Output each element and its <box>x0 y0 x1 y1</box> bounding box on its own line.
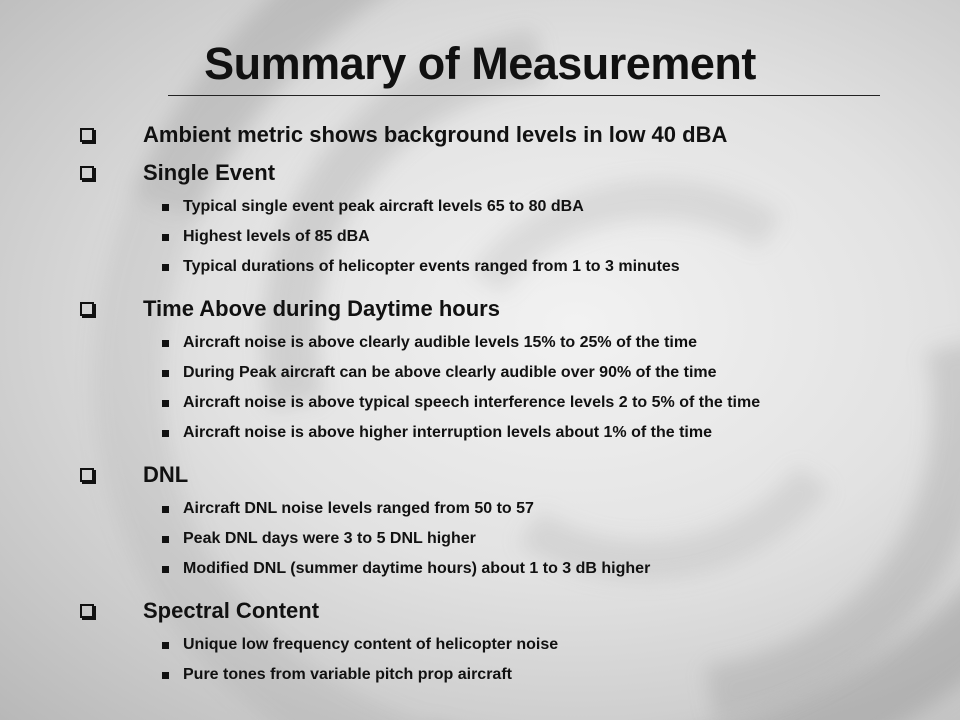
square-bullet-icon <box>162 566 169 573</box>
section-heading-text: DNL <box>143 462 189 487</box>
checkbox-bullet-icon <box>80 166 94 180</box>
sub-bullet <box>78 358 938 388</box>
sub-bullet <box>78 524 938 554</box>
section-heading-text: Time Above during Daytime hours <box>143 296 500 321</box>
section-heading-text: Ambient metric shows background levels in low 40 dBA <box>143 122 728 147</box>
section-heading <box>78 456 938 494</box>
section-heading-text: Single Event <box>143 160 276 185</box>
sub-bullet <box>78 222 938 252</box>
sub-bullet <box>78 192 938 222</box>
square-bullet-icon <box>162 340 169 347</box>
title-underline <box>168 95 880 96</box>
checkbox-bullet-icon <box>80 128 94 142</box>
sub-bullet <box>78 630 938 660</box>
sub-bullet-text: During Peak aircraft can be above clearly audible over 90% of the time <box>183 364 717 381</box>
sub-bullet <box>78 418 938 448</box>
checkbox-bullet-icon <box>80 604 94 618</box>
checkbox-bullet-icon <box>80 302 94 316</box>
square-bullet-icon <box>162 536 169 543</box>
square-bullet-icon <box>162 234 169 241</box>
sub-bullet-text: Modified DNL (summer daytime hours) about 1 to 3 dB higher <box>183 560 651 577</box>
section-heading-text: Spectral Content <box>143 598 320 623</box>
sub-bullet-text: Typical single event peak aircraft levels 65 to 80 dBA <box>183 198 584 215</box>
sub-bullet <box>78 328 938 358</box>
sub-bullet-text: Typical durations of helicopter events ranged from 1 to 3 minutes <box>183 258 680 275</box>
square-bullet-icon <box>162 506 169 513</box>
square-bullet-icon <box>162 370 169 377</box>
sub-bullet-text: Aircraft noise is above typical speech interference levels 2 to 5% of the time <box>183 394 761 411</box>
sub-bullet-text: Aircraft noise is above higher interruption levels about 1% of the time <box>183 424 712 441</box>
sub-bullet <box>78 494 938 524</box>
sub-bullet-text: Unique low frequency content of helicopter noise <box>183 636 559 653</box>
slide-title: Summary of Measurement <box>204 38 756 89</box>
section-heading <box>78 116 938 154</box>
section-heading <box>78 154 938 192</box>
sub-bullet-text: Highest levels of 85 dBA <box>183 228 370 245</box>
sub-bullet <box>78 252 938 282</box>
sub-bullet <box>78 388 938 418</box>
square-bullet-icon <box>162 642 169 649</box>
checkbox-bullet-icon <box>80 468 94 482</box>
sub-bullet-text: Aircraft noise is above clearly audible levels 15% to 25% of the time <box>183 334 697 351</box>
sub-bullet <box>78 660 938 690</box>
square-bullet-icon <box>162 204 169 211</box>
square-bullet-icon <box>162 264 169 271</box>
sub-bullet-text: Aircraft DNL noise levels ranged from 50 to 57 <box>183 500 534 517</box>
section-heading <box>78 290 938 328</box>
bullet-list <box>78 116 938 690</box>
sub-bullet-text: Pure tones from variable pitch prop aircraft <box>183 666 512 683</box>
square-bullet-icon <box>162 672 169 679</box>
sub-bullet <box>78 554 938 584</box>
section-heading <box>78 592 938 630</box>
square-bullet-icon <box>162 430 169 437</box>
square-bullet-icon <box>162 400 169 407</box>
sub-bullet-text: Peak DNL days were 3 to 5 DNL higher <box>183 530 476 547</box>
